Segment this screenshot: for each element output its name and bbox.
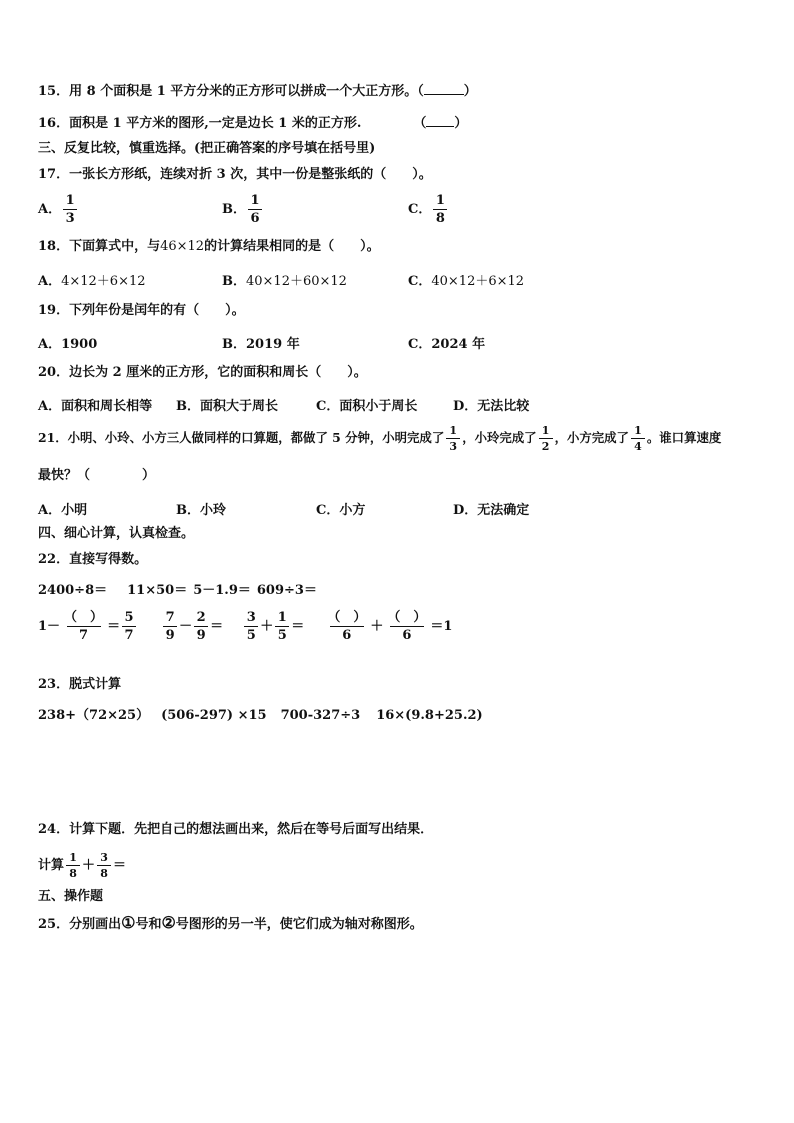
fraction: $\frac{1}{5}$ xyxy=(275,611,289,642)
question-21-line2: 最快？（ ） xyxy=(38,468,156,483)
fraction: $\frac{3}{8}$ xyxy=(97,852,111,879)
fraction: $\frac{( )}{6}$ xyxy=(327,610,367,643)
fraction: $\frac{3}{5}$ xyxy=(244,611,258,642)
answer-blank[interactable] xyxy=(424,82,464,95)
q23-item: 238+（72×25） xyxy=(38,708,150,723)
q20-option-d[interactable]: D．无法比较 xyxy=(453,399,530,414)
q23-item: 700-327÷3 xyxy=(280,708,361,723)
fraction: $\frac{1}{8}$ xyxy=(433,194,447,225)
question-22-title: 22．直接写得数。 xyxy=(38,552,148,567)
fraction: $\frac{1}{6}$ xyxy=(248,194,262,225)
question-17-stem: 17．一张长方形纸，连续对折 3 次，其中一份是整张纸的（ ）。 xyxy=(38,167,432,182)
q23-item: 16×(9.8+25.2) xyxy=(376,708,483,723)
q15-text: 15． xyxy=(38,84,70,99)
question-15: 15．用 8 个面积是 1 平方分米的正方形可以拼成一个大正方形。（ ） xyxy=(38,84,477,99)
q22-item: 11×50＝ xyxy=(127,583,188,598)
fraction: $\frac{1}{3}$ xyxy=(446,425,460,452)
fraction: $\frac{2}{9}$ xyxy=(194,611,208,642)
q18-option-b[interactable]: B．40×12＋60×12 xyxy=(222,274,347,289)
q21-option-a[interactable]: A．小明 xyxy=(38,503,88,518)
question-20-stem: 20．边长为 2 厘米的正方形，它的面积和周长（ ）。 xyxy=(38,365,367,380)
question-25: 25．分别画出①号和②号图形的另一半，使它们成为轴对称图形。 xyxy=(38,913,423,932)
q16-text: 面积是 1 平方米的图形,一定是边长 1 米的正方形. xyxy=(69,116,362,131)
question-18-stem: 18．下面算式中，与46×12的计算结果相同的是（ ）。 xyxy=(38,239,380,254)
q22-item: 609÷3＝ xyxy=(256,583,317,598)
fraction: $\frac{1}{2}$ xyxy=(539,425,553,452)
q19-option-b[interactable]: B．2019 年 xyxy=(222,337,300,352)
q21-option-d[interactable]: D．无法确定 xyxy=(453,503,530,518)
fraction: $\frac{7}{9}$ xyxy=(163,611,177,642)
q22-item: 2400÷8＝ xyxy=(38,583,108,598)
fraction: $\frac{1}{8}$ xyxy=(66,852,80,879)
circled-two: ② xyxy=(161,913,176,932)
section-5-heading: 五、操作题 xyxy=(38,889,104,904)
section-4-heading: 四、细心计算，认真检查。 xyxy=(38,526,195,541)
q17-option-c[interactable]: C． $\frac{1}{8}$ xyxy=(408,194,449,225)
fraction: $\frac{( )}{7}$ xyxy=(64,610,104,643)
q23-items xyxy=(38,707,483,725)
question-23-title: 23．脱式计算 xyxy=(38,677,122,692)
q22-item: 5－1.9＝ xyxy=(193,583,251,598)
q17-option-a[interactable]: A． $\frac{1}{3}$ xyxy=(38,194,79,225)
question-24-title: 24．计算下题．先把自己的想法画出来，然后在等号后面写出结果． xyxy=(38,822,434,837)
q21-option-c[interactable]: C．小方 xyxy=(316,503,366,518)
q23-item: (506-297) ×15 xyxy=(161,708,267,723)
fraction: $\frac{1}{4}$ xyxy=(631,425,645,452)
question-21-stem: 21．小明、小玲、小方三人做同样的口算题，都做了 5 分钟，小明完成了 $\frac{1}{3}$ ，小玲完成了 $\frac{1}{2}$ ，小方完成了 $\frac{1}{4}$ 。谁口算速度 xyxy=(38,424,722,453)
q22-row2: 1－ $\frac{( )}{7}$ ＝ $\frac{5}{7}$ $\frac{7}{9}$ － $\frac{2}{9}$ ＝ $\frac{3}{5}$ ＋ $\frac{1}{5}$ ＝ $\frac{( )}{6}$ ＋ $\frac{( )}{6}$ ＝1 xyxy=(38,610,453,643)
q20-option-b[interactable]: B．面积大于周长 xyxy=(176,399,279,414)
q24-expression: 计算 $\frac{1}{8}$ ＋ $\frac{3}{8}$ ＝ xyxy=(38,851,127,880)
q19-option-a[interactable]: A．1900 xyxy=(38,337,98,352)
q19-option-c[interactable]: C．2024 年 xyxy=(408,337,486,352)
q22-row1 xyxy=(38,582,317,600)
question-19-stem: 19．下列年份是闰年的有（ ）。 xyxy=(38,303,245,318)
fraction: $\frac{5}{7}$ xyxy=(122,611,136,642)
q18-option-c[interactable]: C．40×12＋6×12 xyxy=(408,274,525,289)
q17-option-b[interactable]: B． $\frac{1}{6}$ xyxy=(222,194,264,225)
q18-option-a[interactable]: A．4×12＋6×12 xyxy=(38,274,146,289)
answer-blank[interactable] xyxy=(426,114,454,127)
circled-one: ① xyxy=(121,913,136,932)
section-3-heading: 三、反复比较，慎重选择。(把正确答案的序号填在括号里) xyxy=(38,141,376,156)
question-16: 16．面积是 1 平方米的图形,一定是边长 1 米的正方形. （ ） xyxy=(38,116,468,131)
q21-option-b[interactable]: B．小玲 xyxy=(176,503,227,518)
fraction: $\frac{( )}{6}$ xyxy=(387,610,427,643)
fraction: $\frac{1}{3}$ xyxy=(63,194,77,225)
q20-option-c[interactable]: C．面积小于周长 xyxy=(316,399,418,414)
q20-option-a[interactable]: A．面积和周长相等 xyxy=(38,399,153,414)
